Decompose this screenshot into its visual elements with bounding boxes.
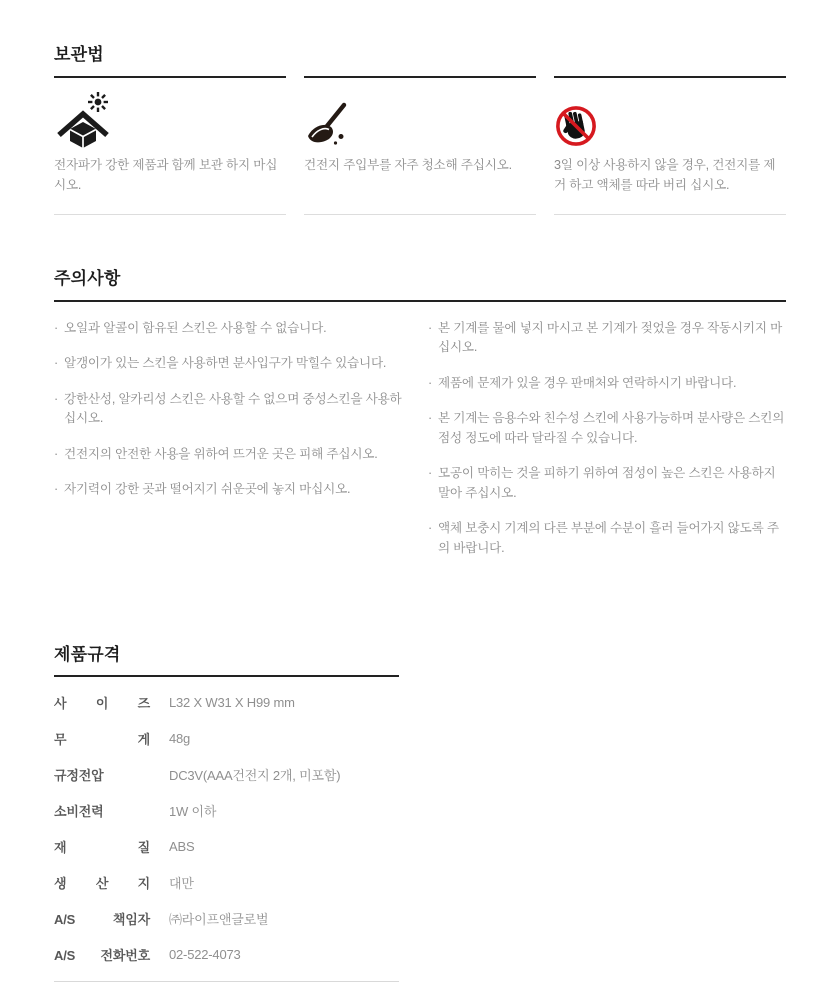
spec-value: ABS [169, 838, 195, 854]
precaution-item [428, 319, 786, 358]
precaution-text: 본 기계를 물에 넣지 마시고 본 기계가 젖었을 경우 작동시키지 마십시오. [438, 320, 783, 355]
spec-value: 대만 [169, 875, 194, 891]
spec-label: 무 게 [54, 731, 150, 747]
precautions-columns [54, 302, 786, 575]
storage-caption: 건전지 주입부를 자주 청소해 주십시오. [304, 158, 512, 172]
storage-caption: 3일 이상 사용하지 않을 경우, 건전지를 제거 하고 액체를 따라 버리 십시오. [554, 158, 776, 193]
precaution-item [428, 464, 786, 503]
storage-caption: 전자파가 강한 제품과 함께 보관 하지 마십시오. [54, 158, 278, 193]
precaution-item [54, 319, 412, 339]
precaution-text: 액체 보충시 기계의 다른 부분에 수분이 흘러 들어가지 않도록 주의 바랍니다. [438, 521, 779, 555]
precaution-item [428, 409, 786, 448]
precaution-text: 강한산성, 알카리성 스킨은 사용할 수 없으며 중성스킨을 사용하십시오. [64, 391, 402, 426]
precaution-item [54, 445, 412, 465]
precaution-text: 건전지의 안전한 사용을 위하여 뜨거운 곳은 피해 주십시오. [64, 446, 378, 461]
broom-icon [304, 102, 352, 148]
bullet-dot: · [54, 446, 58, 461]
specs-section-title: 제품규격 [54, 645, 121, 665]
spec-row-power [54, 792, 399, 828]
bullet-dot: · [54, 320, 58, 335]
bullet-dot: · [54, 356, 58, 371]
precaution-item [54, 354, 412, 374]
spec-label: 사 이 즈 [54, 695, 150, 711]
spec-row-voltage [54, 756, 399, 792]
bullet-dot: · [428, 521, 432, 536]
spec-row-origin [54, 864, 399, 900]
spec-label: A/S 전화번호 [54, 947, 150, 963]
bullet-dot: · [428, 375, 432, 390]
storage-columns [54, 76, 786, 215]
spec-value: L32 X W31 X H99 mm [169, 694, 295, 710]
spec-row-weight [54, 720, 399, 756]
precaution-text: 오일과 알콜이 함유된 스킨은 사용할 수 없습니다. [64, 320, 327, 335]
precautions-left-list [54, 319, 412, 575]
precaution-text: 알갱이가 있는 스킨을 사용하면 분사입구가 막힐수 있습니다. [64, 356, 387, 371]
spec-value: 1W 이하 [169, 803, 217, 819]
house-emf-icon [54, 90, 112, 148]
precaution-item [428, 374, 786, 394]
bullet-dot: · [54, 482, 58, 497]
precautions-right-list [428, 319, 786, 575]
precautions-section [54, 264, 786, 575]
storage-section-title: 보관법 [54, 45, 104, 64]
no-touch-icon [554, 104, 598, 148]
specs-section [54, 640, 786, 982]
spec-label: 소비전력 [54, 803, 104, 819]
bullet-dot: · [428, 411, 432, 426]
spec-row-material [54, 828, 399, 864]
spec-label: A/S 책임자 [54, 911, 150, 927]
bullet-dot: · [428, 320, 432, 335]
spec-table [54, 677, 399, 982]
storage-item-battery [554, 76, 786, 215]
precaution-item [54, 480, 412, 500]
storage-section [54, 40, 786, 215]
precaution-item [54, 390, 412, 429]
spec-label: 재 질 [54, 839, 150, 855]
spec-row-size [54, 684, 399, 720]
precaution-item [428, 519, 786, 558]
spec-value: ㈜라이프앤글로벌 [169, 911, 269, 927]
storage-item-clean [304, 76, 536, 215]
spec-label: 생 산 지 [54, 875, 150, 891]
storage-item-emf [54, 76, 286, 215]
spec-label: 규정전압 [54, 767, 104, 783]
precautions-section-title: 주의사항 [54, 268, 121, 288]
precaution-text: 본 기계는 음용수와 친수성 스킨에 사용가능하며 분사량은 스킨의 점성 정도에 따라 달라질 수 있습니다. [438, 411, 785, 445]
spec-row-as-phone [54, 936, 399, 972]
precaution-text: 모공이 막히는 것을 피하기 위하여 점성이 높은 스킨은 사용하지 말아 주십시오. [438, 466, 776, 500]
spec-value: 02-522-4073 [169, 946, 241, 962]
spec-row-as-manager [54, 900, 399, 936]
precaution-text: 자기력이 강한 곳과 떨어지기 쉬운곳에 놓지 마십시오. [64, 482, 351, 497]
bullet-dot: · [428, 466, 432, 481]
spec-value: DC3V(AAA건전지 2개, 미포함) [169, 767, 341, 783]
bullet-dot: · [54, 391, 58, 406]
spec-value: 48g [169, 730, 191, 746]
precaution-text: 제품에 문제가 있을 경우 판매처와 연락하시기 바랍니다. [438, 375, 737, 390]
product-info-page [54, 0, 786, 982]
